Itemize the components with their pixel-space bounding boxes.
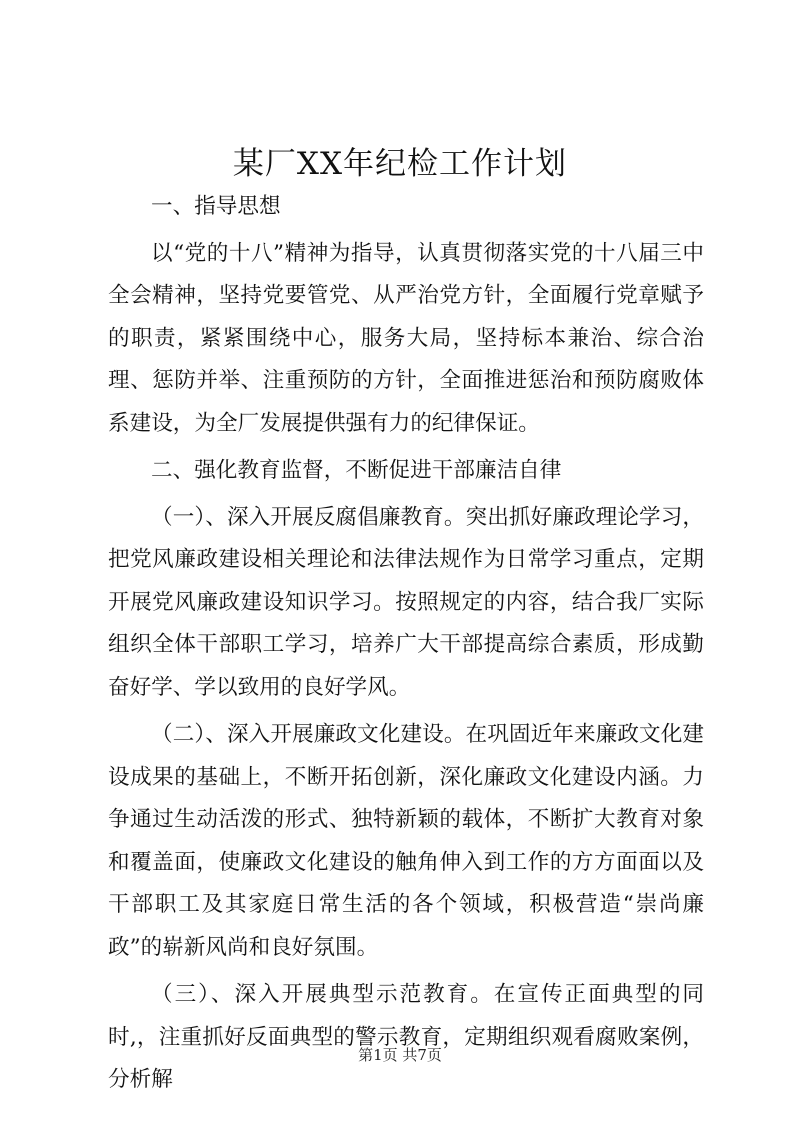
document-body xyxy=(108,186,704,1107)
paragraph-integrity-culture: （二）、深入开展廉政文化建设。在巩固近年来廉政文化建设成果的基础上，不断开拓创新，深化廉政文化建设内涵。力争通过生动活泼的形式、独特新颖的载体，不断扩大教育对象和覆盖面，使廉政文化建设的触角伸入到工作的方方面面以及干部职工及其家庭日常生活的各个领域，积极营造“崇尚廉政”的崭新风尚和良好氛围。 xyxy=(108,722,704,960)
paragraph-guiding-thought: 以“党的十八”精神为指导，认真贯彻落实党的十八届三中全会精神，坚持党要管党、从严治党方针，全面履行党章赋予的职责，紧紧围绕中心，服务大局，坚持标本兼治、综合治理、惩防并举、注重预防的方针，全面推进惩治和预防腐败体系建设，为全厂发展提供强有力的纪律保证。 xyxy=(108,240,704,436)
section-heading-guiding-thought: 一、指导思想 xyxy=(151,194,281,219)
section-heading-education-supervision: 二、强化教育监督，不断促进干部廉洁自律 xyxy=(151,458,562,483)
paragraph-anti-corruption-education: （一）、深入开展反腐倡廉教育。突出抓好廉政理论学习，把党风廉政建设相关理论和法律法规作为日常学习重点，定期开展党风廉政建设知识学习。按照规定的内容，结合我厂实际组织全体干部职工学习，培养广大干部提高综合素质，形成勤奋好学、学以致用的良好学风。 xyxy=(108,504,704,700)
page-number-footer: 第1页 共7页 xyxy=(358,1046,442,1064)
document-title: 某厂XX年纪检工作计划 xyxy=(232,146,568,182)
paragraph-typical-demonstration: （三）、深入开展典型示范教育。在宣传正面典型的同时,，注重抓好反面典型的警示教育，定期组织观看腐败案例，分析解 xyxy=(108,982,704,1092)
